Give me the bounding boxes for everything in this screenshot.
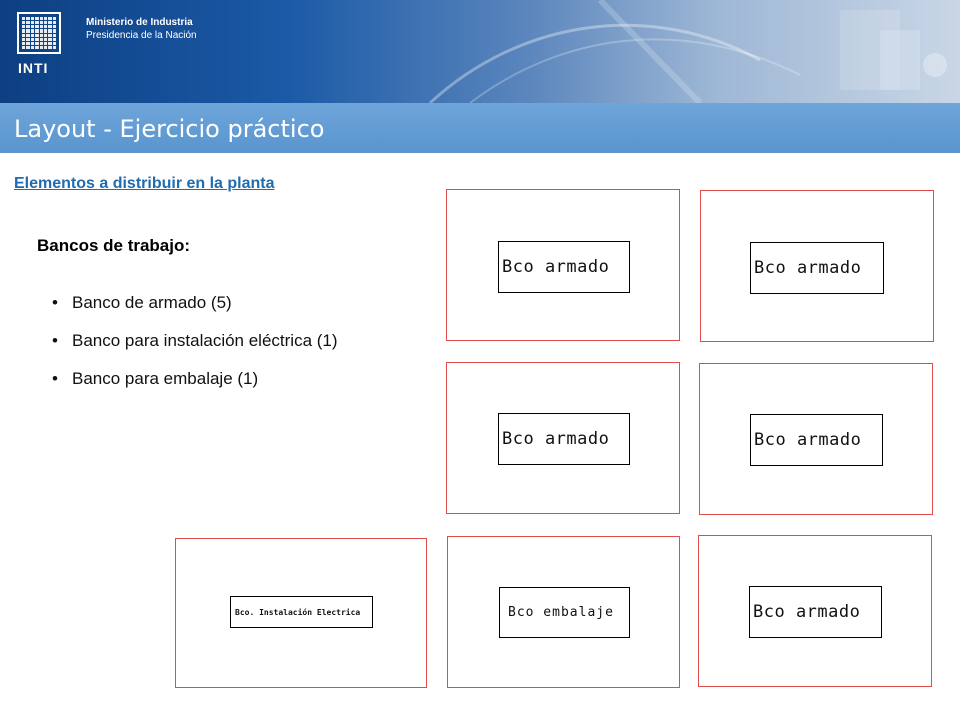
bench-label: Bco armado: [498, 241, 630, 293]
section-heading: Bancos de trabajo:: [37, 236, 191, 255]
bench-frame: [447, 536, 680, 688]
bench-frame: [698, 535, 932, 687]
logo-text: INTI: [18, 60, 49, 76]
title-bar: [0, 103, 960, 153]
bullet-item: • Banco de armado (5): [52, 293, 338, 331]
bench-frame: [700, 190, 934, 342]
bench-label: Bco. Instalación Electrica: [230, 596, 373, 628]
bench-frame: [175, 538, 427, 688]
bullet-item: • Banco para embalaje (1): [52, 369, 338, 407]
slide-title: Layout - Ejercicio práctico: [14, 115, 325, 143]
section-subtitle: Elementos a distribuir en la planta: [14, 175, 275, 192]
ministry-line2: Presidencia de la Nación: [86, 30, 197, 41]
bench-label: Bco armado: [498, 413, 630, 465]
bench-frame: [699, 363, 933, 515]
bench-label: Bco armado: [750, 414, 883, 466]
inti-logo-icon: [17, 12, 61, 54]
header-banner: [0, 0, 960, 103]
ministry-line1: Ministerio de Industria: [86, 17, 193, 28]
bench-label: Bco armado: [749, 586, 882, 638]
bench-label: Bco armado: [750, 242, 884, 294]
bullet-item: • Banco para instalación eléctrica (1): [52, 331, 338, 369]
bench-label: Bco embalaje: [499, 587, 630, 638]
bullet-list: [52, 293, 338, 407]
bench-frame: [446, 189, 680, 341]
bench-frame: [446, 362, 680, 514]
ministry-label: [86, 16, 197, 42]
